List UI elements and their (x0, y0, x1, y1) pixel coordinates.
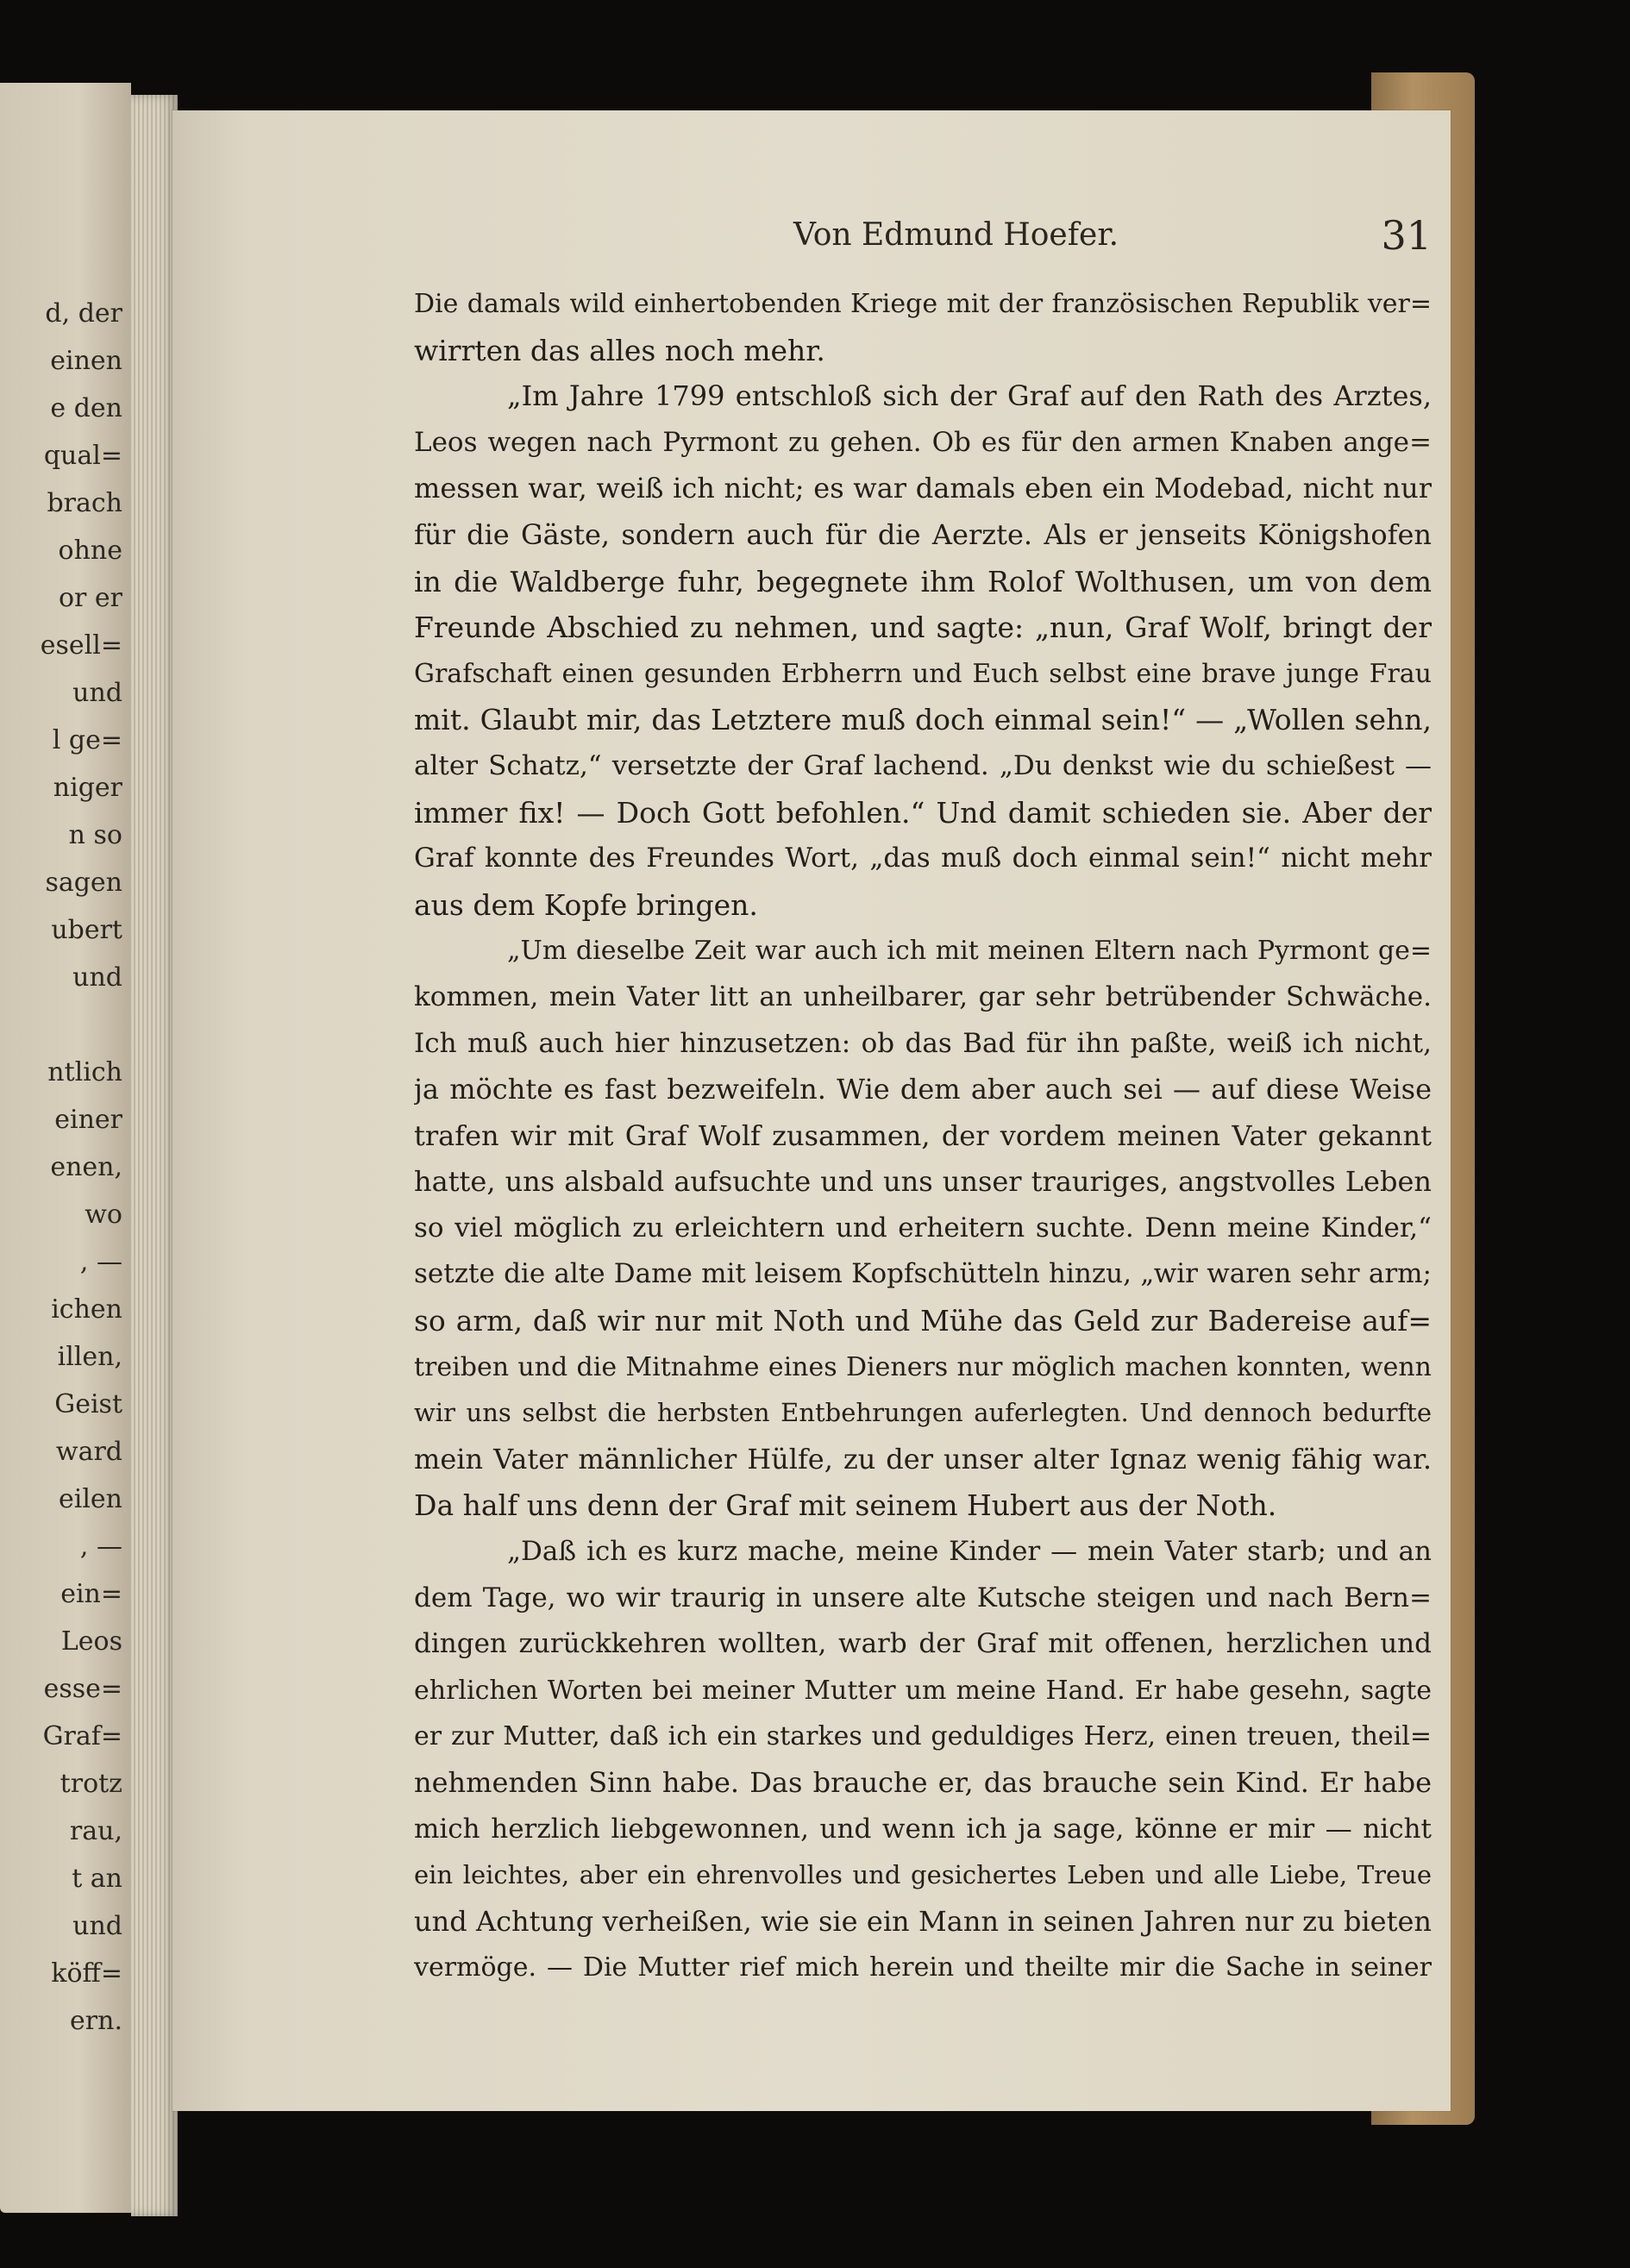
left-page-fragment: Graf= (42, 1721, 122, 1751)
left-page-fragment: ward (55, 1437, 122, 1467)
text-line: „Im Jahre 1799 entschloß sich der Graf auf den Rath des Arztes, (507, 379, 1432, 413)
left-page-fragment: d, der (45, 298, 122, 329)
text-line: nehmenden Sinn habe. Das brauche er, das brauche sein Kind. Er habe (414, 1766, 1432, 1799)
left-page-fragment: or er (58, 583, 122, 613)
left-page-fragment: wo (85, 1200, 122, 1230)
text-line: Da half uns denn der Graf mit seinem Hubert aus der Noth. (414, 1488, 1277, 1523)
left-page-fragment: t an (72, 1864, 122, 1894)
text-line: wirrten das alles noch mehr. (414, 333, 825, 367)
text-line: dingen zurückkehren wollten, warb der Graf mit offenen, herzlichen und (414, 1628, 1432, 1660)
left-page-fragment: ein= (60, 1579, 122, 1609)
left-page-fragment: , — (79, 1532, 122, 1562)
text-line: immer fix! — Doch Gott befohlen.“ Und damit schieden sie. Aber der (414, 795, 1432, 830)
running-head (621, 205, 1432, 266)
text-line: in die Waldberge fuhr, begegnete ihm Rolof Wolthusen, um von dem (414, 564, 1432, 598)
left-page-fragment: qual= (43, 441, 122, 471)
text-line: mich herzlich liebgewonnen, und wenn ich ja sage, könne er mir — nicht (414, 1813, 1432, 1845)
left-page-fragment (41, 1001, 122, 1049)
text-line: mein Vater männlicher Hülfe, zu der unser alter Ignaz wenig fähig war. (414, 1442, 1432, 1475)
left-page-fragment: enen, (50, 1152, 122, 1182)
left-page-fragment: esell= (40, 630, 122, 661)
text-line: Grafschaft einen gesunden Erbherrn und Euch selbst eine brave junge Frau (414, 658, 1432, 689)
text-line: Ich muß auch hier hinzusetzen: ob das Bad für ihn paßte, weiß ich nicht, (414, 1027, 1432, 1059)
text-line: wir uns selbst die herbsten Entbehrungen auferlegten. Und dennoch bedurfte (414, 1398, 1432, 1428)
left-page-fragment: sagen (45, 868, 122, 898)
left-page-fragment: niger (53, 773, 122, 803)
left-page-fragment: ohne (58, 536, 122, 566)
left-page-fragment: Geist (54, 1389, 122, 1419)
page-edges (131, 95, 178, 2216)
left-page-fragment: Leos (60, 1626, 122, 1657)
left-page-fragment: ichen (51, 1294, 122, 1325)
left-page-fragment: l ge= (52, 725, 122, 755)
left-page-fragment: rau, (69, 1816, 122, 1846)
text-line: Die damals wild einhertobenden Kriege mit der französischen Republik ver= (414, 289, 1432, 319)
text-line: dem Tage, wo wir traurig in unsere alte Kutsche steigen und nach Bern= (414, 1582, 1432, 1613)
left-page-fragment: e den (50, 393, 122, 423)
left-page-fragment: und (72, 962, 122, 993)
text-line: kommen, mein Vater litt an unheilbarer, gar sehr betrübender Schwäche. (414, 981, 1432, 1012)
text-line: messen war, weiß ich nicht; es war damals eben ein Modebad, nicht nur (414, 472, 1432, 505)
left-page-fragment: ern. (70, 2006, 122, 2036)
left-page-fragment: einer (54, 1105, 122, 1135)
left-page-fragment: und (72, 678, 122, 708)
left-page-fragment: esse= (43, 1674, 122, 1704)
page-number: 31 (1381, 212, 1432, 259)
left-page-fragment: , — (79, 1247, 122, 1277)
text-line: für die Gäste, sondern auch für die Aerzte. Als er jenseits Königshofen (414, 517, 1432, 551)
left-page-fragment: ntlich (47, 1057, 122, 1087)
body-text (414, 281, 1432, 1991)
left-page-fragment: trotz (60, 1769, 122, 1799)
text-line: trafen wir mit Graf Wolf zusammen, der vordem meinen Vater gekannt (414, 1118, 1432, 1152)
text-line: mit. Glaubt mir, das Letztere muß doch einmal sein!“ — „Wollen sehn, (414, 703, 1432, 737)
text-line: treiben und die Mitnahme eines Dieners nur möglich machen konnten, wenn (414, 1351, 1432, 1382)
left-page-fragment: brach (47, 488, 122, 518)
left-page-fragment: eilen (58, 1484, 122, 1514)
text-line: aus dem Kopfe bringen. (414, 887, 758, 922)
running-title: Von Edmund Hoefer. (793, 217, 1119, 253)
right-page (172, 110, 1451, 2111)
left-page-text-fragments (41, 290, 122, 2045)
text-line: hatte, uns alsbald aufsuchte und uns unser trauriges, angstvolles Leben (414, 1165, 1432, 1199)
text-line: ein leichtes, aber ein ehrenvolles und gesichertes Leben und alle Liebe, Treue (414, 1860, 1432, 1890)
text-line: Leos wegen nach Pyrmont zu gehen. Ob es für den armen Knaben ange= (414, 426, 1432, 458)
text-line: und Achtung verheißen, wie sie ein Mann in seinen Jahren nur zu bieten (414, 1904, 1432, 1938)
text-line: vermöge. — Die Mutter rief mich herein und theilte mir die Sache in seiner (414, 1952, 1432, 1983)
left-page-fragment: einen (50, 346, 122, 376)
text-line: so viel möglich zu erleichtern und erheitern suchte. Denn meine Kinder,“ (414, 1212, 1432, 1244)
left-facing-page (0, 83, 131, 2213)
left-page-fragment: ubert (51, 915, 122, 945)
text-line: ehrlichen Worten bei meiner Mutter um meine Hand. Er habe gesehn, sagte (414, 1675, 1432, 1706)
left-page-fragment: köff= (51, 1958, 122, 1989)
text-line: setzte die alte Dame mit leisem Kopfschütteln hinzu, „wir waren sehr arm; (414, 1258, 1432, 1290)
text-line: „Daß ich es kurz mache, meine Kinder — mein Vater starb; und an (507, 1536, 1432, 1568)
text-line: ja möchte es fast bezweifeln. Wie dem aber auch sei — auf diese Weise (414, 1073, 1432, 1106)
text-line: „Um dieselbe Zeit war auch ich mit meinen Eltern nach Pyrmont ge= (507, 936, 1432, 967)
text-line: so arm, daß wir nur mit Noth und Mühe das Geld zur Badereise auf= (414, 1304, 1432, 1338)
text-line: Graf konnte des Freundes Wort, „das muß doch einmal sein!“ nicht mehr (414, 843, 1432, 874)
text-line: er zur Mutter, daß ich ein starkes und geduldiges Herz, einen treuen, theil= (414, 1721, 1432, 1752)
text-line: Freunde Abschied zu nehmen, und sagte: „nun, Graf Wolf, bringt der (414, 611, 1432, 645)
left-page-fragment: und (72, 1911, 122, 1941)
text-line: alter Schatz,“ versetzte der Graf lachend. „Du denkst wie du schießest — (414, 749, 1432, 781)
left-page-fragment: n so (68, 820, 122, 850)
left-page-fragment: illen, (57, 1342, 122, 1372)
